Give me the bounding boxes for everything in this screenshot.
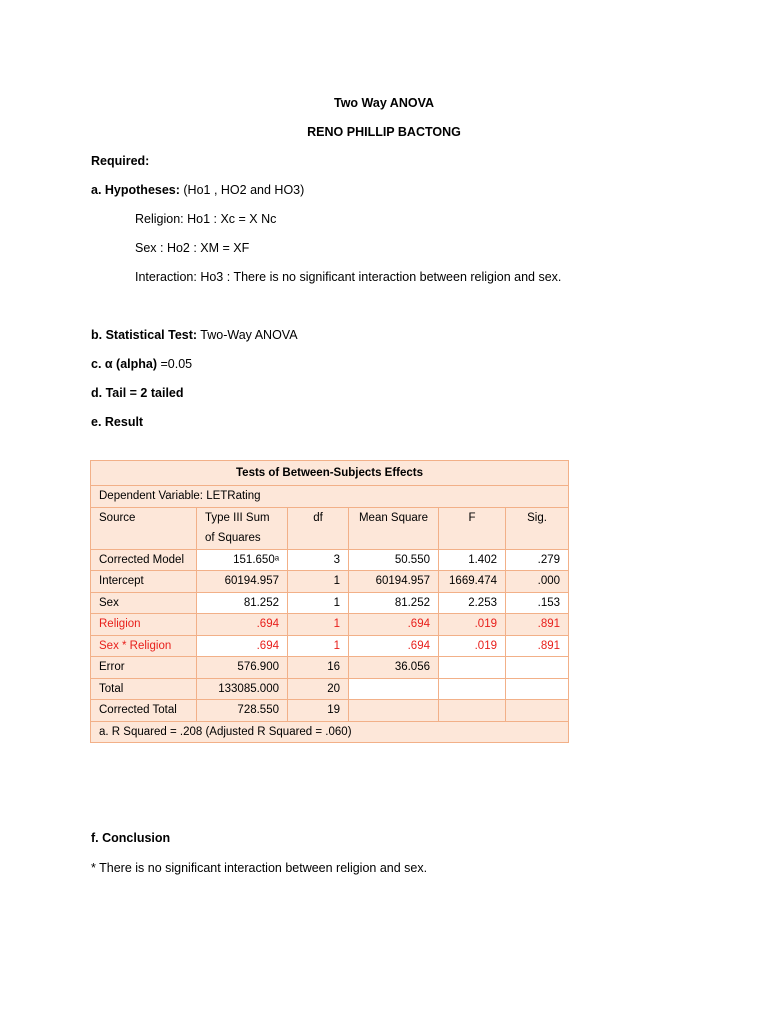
table-row [91,592,569,614]
cell-source: Sex * Religion [91,635,197,657]
conclusion-heading: f. Conclusion [91,831,171,845]
cell-df: 19 [288,700,349,722]
hypotheses-list: (Ho1 , HO2 and HO3) [179,183,305,197]
cell-f [439,700,506,722]
cell-f: .019 [439,635,506,657]
cell-ss: 60194.957 [197,571,288,593]
cell-df: 20 [288,678,349,700]
cell-ms: 50.550 [349,549,439,571]
hypothesis-religion: Religion: Ho1 : Xc = X Nc [135,212,277,226]
cell-source: Corrected Total [91,700,197,722]
cell-sig: .000 [506,571,569,593]
cell-source: Corrected Model [91,549,197,571]
header-sig: Sig. [506,507,569,549]
cell-f [439,657,506,679]
cell-df: 1 [288,571,349,593]
cell-ms: .694 [349,635,439,657]
table-caption: Tests of Between-Subjects Effects [91,461,569,486]
document-title: Two Way ANOVA [334,96,434,110]
anova-table [90,460,569,743]
cell-source: Total [91,678,197,700]
cell-df: 3 [288,549,349,571]
cell-ss: 576.900 [197,657,288,679]
conclusion-text: * There is no significant interaction between religion and sex. [91,861,428,875]
header-f: F [439,507,506,549]
hypothesis-interaction: Interaction: Ho3 : There is no significant interaction between religion and sex. [135,270,562,284]
cell-df: 1 [288,592,349,614]
cell-sig: .279 [506,549,569,571]
cell-f: .019 [439,614,506,636]
header-sum-of-squares: Type III Sum of Squares [197,507,288,549]
cell-f: 1.402 [439,549,506,571]
cell-ms [349,700,439,722]
statistical-test-label: b. Statistical Test: [91,328,198,342]
statistical-test-value: Two-Way ANOVA [197,328,298,342]
cell-ms: 36.056 [349,657,439,679]
cell-ss: 151.650ᵃ [197,549,288,571]
cell-ms: .694 [349,614,439,636]
cell-source: Religion [91,614,197,636]
table-row [91,549,569,571]
cell-sig [506,700,569,722]
cell-f [439,678,506,700]
cell-sig: .153 [506,592,569,614]
table-row [91,571,569,593]
dependent-variable: Dependent Variable: LETRating [91,486,569,508]
tail-line: d. Tail = 2 tailed [91,386,184,400]
cell-ss: 133085.000 [197,678,288,700]
cell-source: Error [91,657,197,679]
cell-source: Intercept [91,571,197,593]
header-df: df [288,507,349,549]
statistical-test [91,327,298,343]
cell-sig [506,657,569,679]
cell-df: 1 [288,635,349,657]
header-mean-square: Mean Square [349,507,439,549]
cell-source: Sex [91,592,197,614]
header-source: Source [91,507,197,549]
table-header-row [91,507,569,549]
cell-sig: .891 [506,635,569,657]
hypotheses-label: a. Hypotheses: [91,183,180,197]
table-row [91,700,569,722]
cell-ss: 81.252 [197,592,288,614]
table-row [91,678,569,700]
required-heading: Required: [91,154,150,168]
result-heading: e. Result [91,415,144,429]
cell-sig [506,678,569,700]
table-row [91,635,569,657]
hypothesis-sex: Sex : Ho2 : XM = XF [135,241,250,255]
author-name: RENO PHILLIP BACTONG [307,125,461,139]
alpha-label: c. α (alpha) [91,357,158,371]
hypotheses-heading [91,182,304,198]
alpha-value: =0.05 [157,357,193,371]
table-row [91,614,569,636]
cell-ms: 60194.957 [349,571,439,593]
cell-f: 2.253 [439,592,506,614]
cell-ms [349,678,439,700]
cell-ms: 81.252 [349,592,439,614]
table-row [91,657,569,679]
alpha-line [91,356,192,372]
table-footnote: a. R Squared = .208 (Adjusted R Squared = .060) [91,721,569,743]
cell-f: 1669.474 [439,571,506,593]
cell-ss: .694 [197,614,288,636]
cell-ss: .694 [197,635,288,657]
cell-df: 16 [288,657,349,679]
cell-ss: 728.550 [197,700,288,722]
cell-df: 1 [288,614,349,636]
cell-sig: .891 [506,614,569,636]
